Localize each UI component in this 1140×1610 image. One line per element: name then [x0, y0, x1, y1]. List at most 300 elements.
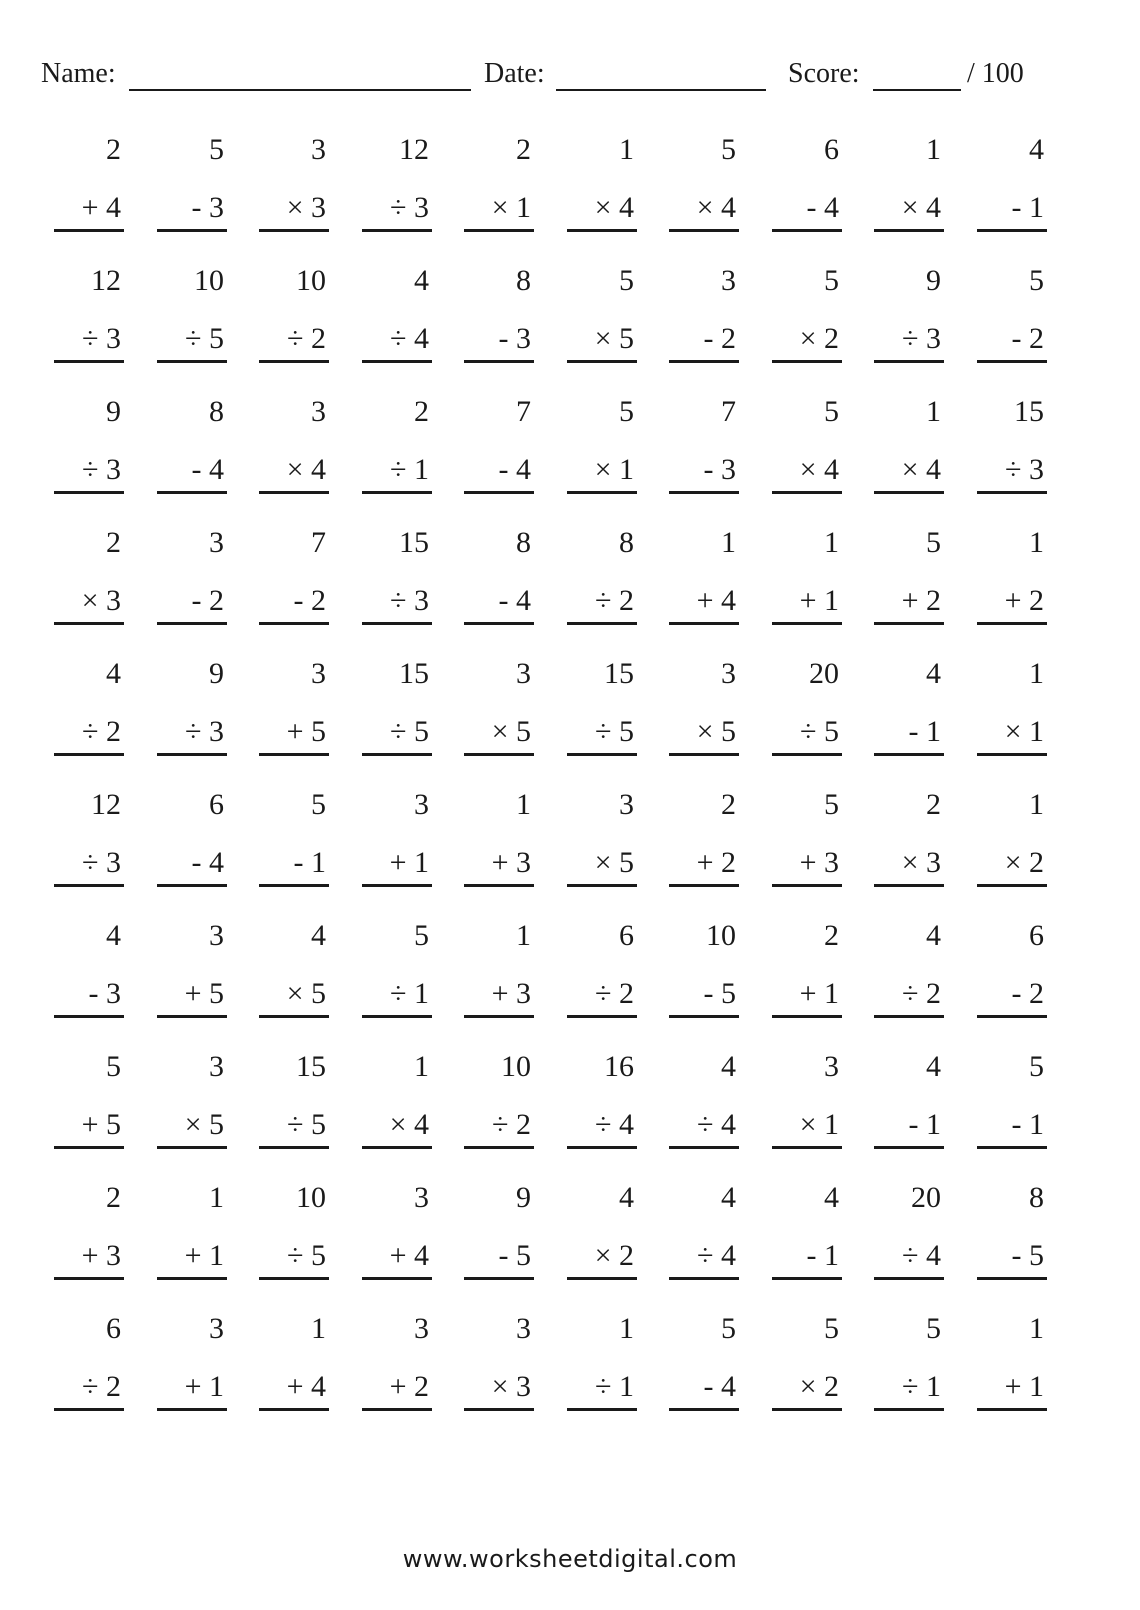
problem-operator-operand: - 1	[1011, 191, 1044, 224]
problem-operator-line	[977, 1235, 1047, 1280]
problem-top-number: 3	[209, 1312, 224, 1345]
problem	[669, 1042, 739, 1152]
problem	[567, 518, 637, 628]
problem	[464, 911, 534, 1021]
problem-top-number: 3	[516, 1312, 531, 1345]
problem-operator-operand: + 4	[286, 1370, 326, 1403]
problem-operator-operand: - 1	[806, 1239, 839, 1272]
problem-top-number: 2	[106, 526, 121, 559]
problem-top-number: 3	[414, 1181, 429, 1214]
problem	[874, 518, 944, 628]
problem-top-number: 4	[414, 264, 429, 297]
problem-top-number: 2	[824, 919, 839, 952]
problem-top-number: 9	[516, 1181, 531, 1214]
problem-top-number: 6	[824, 133, 839, 166]
problem	[567, 911, 637, 1021]
problem	[259, 1042, 329, 1152]
problem	[977, 780, 1047, 890]
problem-operator-operand: + 4	[81, 191, 121, 224]
problem	[977, 1304, 1047, 1414]
problem-top-number: 2	[106, 1181, 121, 1214]
problem-operator-line	[464, 318, 534, 363]
problem-operator-line	[874, 842, 944, 887]
problem-operator-operand: + 2	[389, 1370, 429, 1403]
problem-operator-operand: + 5	[184, 977, 224, 1010]
problem-operator-operand: × 4	[286, 453, 326, 486]
problem-operator-line	[772, 449, 842, 494]
problem-operator-line	[874, 1366, 944, 1411]
problem-top-number: 5	[926, 526, 941, 559]
problem-operator-line	[669, 1366, 739, 1411]
problem-operator-operand: ÷ 3	[82, 453, 121, 486]
problem	[977, 125, 1047, 235]
problem-operator-line	[157, 449, 227, 494]
problem	[567, 1173, 637, 1283]
problem-operator-operand: × 2	[594, 1239, 634, 1272]
problem-top-number: 1	[824, 526, 839, 559]
score-total: / 100	[967, 58, 1024, 89]
problem-operator-line	[669, 580, 739, 625]
problem	[464, 125, 534, 235]
problem-operator-line	[874, 580, 944, 625]
problem-top-number: 5	[106, 1050, 121, 1083]
footer-url: www.worksheetdigital.com	[402, 1545, 738, 1573]
problem	[259, 1304, 329, 1414]
problem	[772, 1042, 842, 1152]
problem-operator-operand: + 3	[491, 977, 531, 1010]
problem	[362, 518, 432, 628]
problem-operator-operand: - 4	[703, 1370, 736, 1403]
problem-top-number: 5	[209, 133, 224, 166]
problem-top-number: 3	[414, 1312, 429, 1345]
problem-operator-operand: + 3	[81, 1239, 121, 1272]
problem-operator-line	[669, 187, 739, 232]
problem	[669, 256, 739, 366]
problem-operator-line	[54, 580, 124, 625]
problem-top-number: 5	[824, 264, 839, 297]
problem-operator-operand: - 1	[908, 1108, 941, 1141]
problem-operator-operand: × 5	[594, 322, 634, 355]
problem-operator-line	[362, 1366, 432, 1411]
problem-operator-line	[362, 1104, 432, 1149]
problem-operator-line	[259, 1104, 329, 1149]
problem-operator-operand: - 5	[1011, 1239, 1044, 1272]
problem-operator-operand: × 2	[799, 1370, 839, 1403]
problem-top-number: 8	[619, 526, 634, 559]
problem-grid	[0, 125, 1140, 1455]
problem-top-number: 2	[926, 788, 941, 821]
problem-operator-line	[259, 580, 329, 625]
date-label: Date:	[484, 58, 545, 89]
problem-top-number: 8	[209, 395, 224, 428]
problem	[874, 125, 944, 235]
problem-operator-operand: + 1	[1004, 1370, 1044, 1403]
problem-top-number: 1	[721, 526, 736, 559]
problem-top-number: 2	[721, 788, 736, 821]
problem-operator-line	[54, 187, 124, 232]
problem-top-number: 15	[399, 526, 429, 559]
problem-operator-operand: ÷ 4	[595, 1108, 634, 1141]
problem-operator-line	[874, 973, 944, 1018]
problem	[259, 780, 329, 890]
problem	[977, 387, 1047, 497]
problem-operator-line	[54, 1104, 124, 1149]
problem-operator-line	[157, 842, 227, 887]
problem-operator-line	[157, 1366, 227, 1411]
problem-top-number: 1	[1029, 788, 1044, 821]
problem-operator-operand: ÷ 3	[390, 191, 429, 224]
problem-top-number: 4	[619, 1181, 634, 1214]
problem	[54, 387, 124, 497]
problem	[669, 1173, 739, 1283]
problem	[464, 649, 534, 759]
problem-operator-line	[874, 1104, 944, 1149]
problem-operator-line	[874, 711, 944, 756]
problem	[54, 780, 124, 890]
problem-operator-operand: × 3	[491, 1370, 531, 1403]
problem	[464, 1304, 534, 1414]
problem-top-number: 15	[399, 657, 429, 690]
problem-top-number: 3	[209, 526, 224, 559]
problem-operator-operand: × 2	[799, 322, 839, 355]
problem-operator-line	[54, 318, 124, 363]
problem-operator-line	[259, 449, 329, 494]
problem-operator-line	[567, 449, 637, 494]
problem-operator-line	[157, 1235, 227, 1280]
problem	[259, 125, 329, 235]
problem-top-number: 6	[1029, 919, 1044, 952]
problem-operator-line	[259, 711, 329, 756]
problem-top-number: 5	[926, 1312, 941, 1345]
problem-operator-operand: - 4	[191, 846, 224, 879]
problem	[157, 780, 227, 890]
problem-top-number: 4	[926, 1050, 941, 1083]
problem	[259, 649, 329, 759]
problem	[54, 649, 124, 759]
problem-operator-operand: × 4	[799, 453, 839, 486]
problem-operator-operand: + 5	[286, 715, 326, 748]
problem-top-number: 6	[106, 1312, 121, 1345]
problem-operator-operand: - 2	[191, 584, 224, 617]
problem	[669, 780, 739, 890]
name-field[interactable]	[129, 89, 471, 91]
problem	[464, 387, 534, 497]
problem-operator-line	[157, 580, 227, 625]
problem	[157, 911, 227, 1021]
problem-operator-line	[669, 449, 739, 494]
problem-operator-line	[54, 449, 124, 494]
problem	[772, 387, 842, 497]
problem-operator-line	[977, 318, 1047, 363]
problem-operator-line	[362, 580, 432, 625]
problem-operator-operand: ÷ 2	[82, 715, 121, 748]
problem	[874, 1304, 944, 1414]
problem-operator-line	[259, 318, 329, 363]
problem	[772, 911, 842, 1021]
problem	[464, 1042, 534, 1152]
problem-operator-line	[54, 1235, 124, 1280]
problem	[772, 125, 842, 235]
problem-operator-operand: ÷ 5	[800, 715, 839, 748]
problem-operator-operand: ÷ 2	[82, 1370, 121, 1403]
problem	[977, 911, 1047, 1021]
problem	[464, 256, 534, 366]
problem	[772, 780, 842, 890]
problem	[54, 256, 124, 366]
problem	[259, 256, 329, 366]
problem-operator-line	[772, 842, 842, 887]
problem-top-number: 10	[706, 919, 736, 952]
problem	[157, 256, 227, 366]
problem-operator-operand: ÷ 5	[287, 1108, 326, 1141]
problem-top-number: 6	[209, 788, 224, 821]
problem-operator-operand: × 5	[491, 715, 531, 748]
problem-operator-line	[464, 449, 534, 494]
problem-operator-operand: ÷ 3	[185, 715, 224, 748]
problem-operator-line	[874, 1235, 944, 1280]
problem-operator-operand: ÷ 5	[185, 322, 224, 355]
problem-top-number: 9	[926, 264, 941, 297]
problem-operator-line	[464, 187, 534, 232]
date-field[interactable]	[556, 89, 766, 91]
problem-top-number: 1	[926, 133, 941, 166]
problem-operator-line	[464, 973, 534, 1018]
problem	[464, 1173, 534, 1283]
problem-top-number: 4	[106, 657, 121, 690]
problem	[669, 911, 739, 1021]
problem	[874, 911, 944, 1021]
problem-top-number: 12	[399, 133, 429, 166]
problem	[567, 256, 637, 366]
problem-operator-operand: + 5	[81, 1108, 121, 1141]
problem	[157, 1042, 227, 1152]
problem	[874, 780, 944, 890]
problem-operator-operand: - 3	[191, 191, 224, 224]
problem-top-number: 1	[1029, 526, 1044, 559]
problem-operator-operand: × 5	[696, 715, 736, 748]
problem-operator-line	[259, 187, 329, 232]
problem-operator-operand: - 3	[498, 322, 531, 355]
problem	[157, 125, 227, 235]
problem-operator-operand: ÷ 4	[697, 1239, 736, 1272]
problem-operator-operand: × 1	[491, 191, 531, 224]
problem	[874, 1173, 944, 1283]
problem-operator-operand: - 3	[88, 977, 121, 1010]
problem-top-number: 1	[209, 1181, 224, 1214]
problem-operator-operand: + 1	[389, 846, 429, 879]
problem-operator-operand: ÷ 3	[82, 322, 121, 355]
problem-top-number: 3	[516, 657, 531, 690]
problem-operator-operand: - 4	[498, 584, 531, 617]
problem-top-number: 9	[209, 657, 224, 690]
problem-operator-operand: + 1	[184, 1370, 224, 1403]
problem	[259, 387, 329, 497]
problem-operator-operand: - 2	[1011, 322, 1044, 355]
problem-operator-line	[772, 1235, 842, 1280]
problem	[362, 387, 432, 497]
problem	[362, 649, 432, 759]
problem-top-number: 9	[106, 395, 121, 428]
problem-operator-line	[259, 1235, 329, 1280]
problem-operator-operand: ÷ 5	[595, 715, 634, 748]
problem-top-number: 1	[414, 1050, 429, 1083]
problem-top-number: 3	[209, 1050, 224, 1083]
problem-top-number: 8	[1029, 1181, 1044, 1214]
problem-top-number: 1	[516, 919, 531, 952]
problem	[977, 256, 1047, 366]
problem-operator-operand: ÷ 2	[902, 977, 941, 1010]
problem	[669, 649, 739, 759]
problem	[567, 780, 637, 890]
problem-operator-line	[772, 973, 842, 1018]
problem-operator-line	[362, 1235, 432, 1280]
problem-top-number: 4	[1029, 133, 1044, 166]
problem-operator-operand: - 1	[1011, 1108, 1044, 1141]
problem-operator-operand: - 1	[293, 846, 326, 879]
problem-operator-operand: ÷ 2	[595, 977, 634, 1010]
problem-operator-operand: - 4	[806, 191, 839, 224]
problem-operator-line	[977, 711, 1047, 756]
problem-operator-operand: × 3	[901, 846, 941, 879]
problem-operator-operand: ÷ 3	[82, 846, 121, 879]
problem-operator-line	[54, 973, 124, 1018]
problem	[54, 1173, 124, 1283]
problem-top-number: 12	[91, 264, 121, 297]
problem-operator-line	[772, 187, 842, 232]
problem-operator-line	[977, 842, 1047, 887]
problem-operator-line	[772, 1366, 842, 1411]
problem-operator-operand: ÷ 4	[697, 1108, 736, 1141]
problem-operator-line	[464, 711, 534, 756]
problem-operator-line	[362, 842, 432, 887]
problem	[362, 1042, 432, 1152]
problem-top-number: 20	[809, 657, 839, 690]
problem-operator-operand: + 4	[389, 1239, 429, 1272]
problem	[772, 518, 842, 628]
problem	[977, 649, 1047, 759]
problem-top-number: 10	[501, 1050, 531, 1083]
problem-operator-operand: × 2	[1004, 846, 1044, 879]
problem-operator-line	[874, 449, 944, 494]
problem-operator-line	[362, 449, 432, 494]
problem-operator-operand: + 3	[491, 846, 531, 879]
problem-operator-operand: × 1	[799, 1108, 839, 1141]
problem-operator-line	[977, 187, 1047, 232]
problem-operator-line	[669, 1235, 739, 1280]
problem-operator-line	[772, 1104, 842, 1149]
problem	[567, 649, 637, 759]
problem-operator-line	[362, 973, 432, 1018]
problem	[977, 1173, 1047, 1283]
problem-top-number: 5	[824, 395, 839, 428]
problem-operator-line	[54, 842, 124, 887]
problem-operator-operand: × 5	[594, 846, 634, 879]
problem-operator-line	[567, 318, 637, 363]
problem-operator-operand: × 1	[594, 453, 634, 486]
problem	[977, 1042, 1047, 1152]
problem-operator-line	[567, 973, 637, 1018]
problem-operator-operand: - 2	[293, 584, 326, 617]
problem-operator-line	[977, 1366, 1047, 1411]
problem-operator-line	[977, 449, 1047, 494]
problem-operator-line	[567, 1366, 637, 1411]
problem-operator-operand: - 3	[703, 453, 736, 486]
problem-operator-line	[464, 580, 534, 625]
problem	[259, 1173, 329, 1283]
problem	[259, 518, 329, 628]
problem-operator-operand: ÷ 4	[902, 1239, 941, 1272]
problem-top-number: 15	[604, 657, 634, 690]
problem	[362, 256, 432, 366]
problem-top-number: 5	[619, 264, 634, 297]
problem	[157, 387, 227, 497]
problem-operator-operand: + 4	[696, 584, 736, 617]
problem-operator-line	[567, 1235, 637, 1280]
problem-top-number: 1	[311, 1312, 326, 1345]
problem-operator-operand: ÷ 3	[902, 322, 941, 355]
problem-operator-line	[874, 187, 944, 232]
problem-operator-operand: + 2	[901, 584, 941, 617]
problem	[772, 1173, 842, 1283]
problem-top-number: 3	[311, 133, 326, 166]
problem-operator-operand: + 1	[799, 977, 839, 1010]
problem-operator-operand: ÷ 1	[595, 1370, 634, 1403]
problem-top-number: 4	[311, 919, 326, 952]
problem-top-number: 1	[1029, 657, 1044, 690]
problem-operator-operand: - 2	[1011, 977, 1044, 1010]
problem-operator-operand: ÷ 5	[287, 1239, 326, 1272]
problem-operator-line	[464, 1366, 534, 1411]
problem-top-number: 5	[824, 788, 839, 821]
score-field[interactable]	[873, 89, 961, 91]
problem-top-number: 3	[721, 657, 736, 690]
problem-operator-line	[464, 1235, 534, 1280]
problem	[772, 649, 842, 759]
problem-operator-line	[567, 187, 637, 232]
problem-operator-operand: × 4	[901, 453, 941, 486]
problem-top-number: 4	[926, 919, 941, 952]
problem-top-number: 3	[824, 1050, 839, 1083]
problem-top-number: 10	[296, 1181, 326, 1214]
problem-operator-operand: × 4	[389, 1108, 429, 1141]
problem	[567, 1042, 637, 1152]
problem-top-number: 5	[619, 395, 634, 428]
problem-operator-operand: ÷ 1	[390, 453, 429, 486]
problem-top-number: 1	[619, 1312, 634, 1345]
problem-top-number: 7	[721, 395, 736, 428]
problem-operator-operand: × 4	[594, 191, 634, 224]
problem	[464, 518, 534, 628]
problem-top-number: 8	[516, 526, 531, 559]
problem-top-number: 2	[516, 133, 531, 166]
problem	[772, 256, 842, 366]
problem-operator-line	[157, 318, 227, 363]
problem-top-number: 3	[721, 264, 736, 297]
problem-operator-operand: - 5	[498, 1239, 531, 1272]
problem-operator-operand: ÷ 4	[390, 322, 429, 355]
problem-operator-operand: + 1	[184, 1239, 224, 1272]
problem-operator-line	[464, 1104, 534, 1149]
problem-operator-line	[157, 973, 227, 1018]
problem-top-number: 3	[619, 788, 634, 821]
problem-top-number: 20	[911, 1181, 941, 1214]
problem	[874, 387, 944, 497]
problem	[977, 518, 1047, 628]
problem	[54, 911, 124, 1021]
problem-top-number: 1	[1029, 1312, 1044, 1345]
problem-operator-operand: + 1	[799, 584, 839, 617]
problem-operator-operand: - 4	[191, 453, 224, 486]
